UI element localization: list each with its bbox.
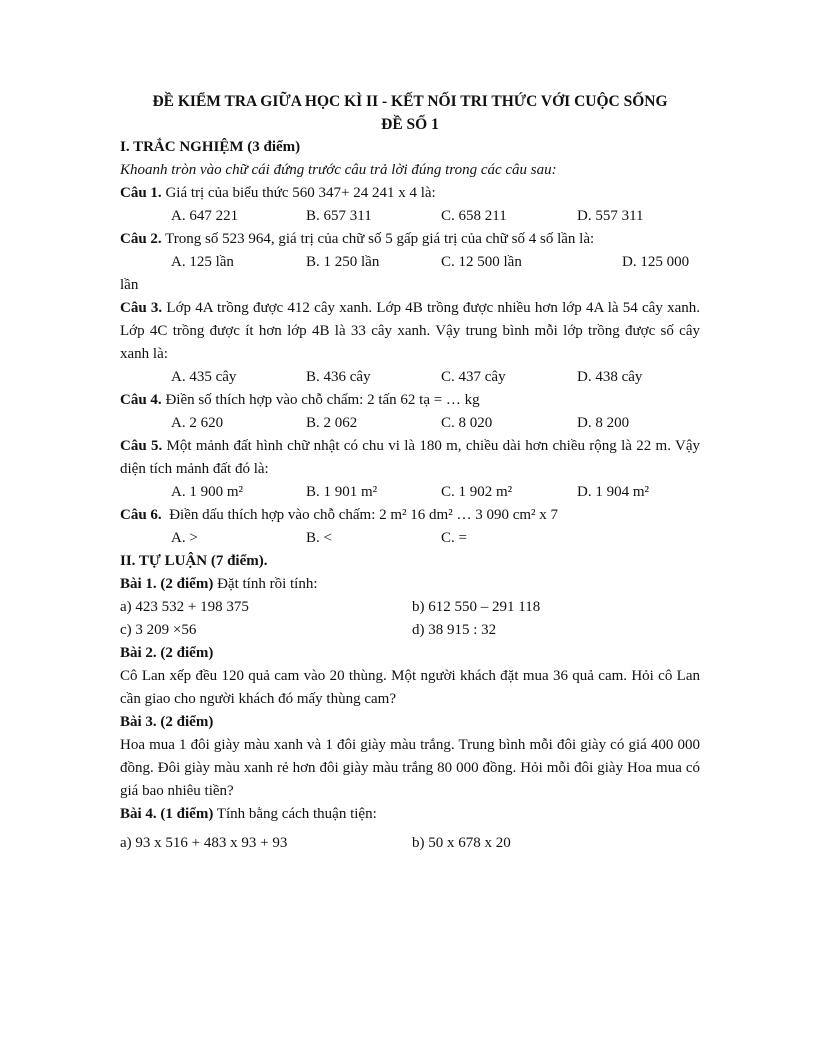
question-5 xyxy=(120,435,700,481)
option-d-wrap: lần xyxy=(120,277,139,293)
item-b: b) 50 x 678 x 20 xyxy=(412,835,511,851)
exercise-2-text: Cô Lan xếp đều 120 quả cam vào 20 thùng. Một người khách đặt mua 36 quả cam. Hỏi cô Lan cần giao cho người khách đó mấy thùng cam? xyxy=(120,668,700,707)
question-text: Giá trị của biểu thức 560 347+ 24 241 x 4 là: xyxy=(161,185,436,201)
document-body xyxy=(120,90,700,855)
item-b: b) 612 550 – 291 118 xyxy=(412,599,541,615)
section-multiple-choice: I. TRẮC NGHIỆM (3 điểm) xyxy=(120,139,301,155)
option-b: B. 1 250 lần xyxy=(306,254,380,270)
question-3 xyxy=(120,297,700,366)
option-d: D. 8 200 xyxy=(577,415,630,431)
option-c: C. 8 020 xyxy=(441,415,493,431)
question-text: Trong số 523 964, giá trị của chữ số 5 gấp giá trị của chữ số 4 số lần là: xyxy=(161,231,595,247)
option-b: B. 436 cây xyxy=(306,369,371,385)
item-a: a) 423 532 + 198 375 xyxy=(120,599,249,615)
question-1-options xyxy=(120,205,700,228)
question-text: Một mảnh đất hình chữ nhật có chu vi là 180 m, chiều dài hơn chiều rộng là 22 m. Vậy diện tích mảnh đất đó là: xyxy=(120,438,700,477)
option-c: C. 658 211 xyxy=(441,208,507,224)
option-c: C. = xyxy=(441,530,467,546)
question-text: Điền dấu thích hợp vào chỗ chấm: 2 m² 16 dm² … 3 090 cm² x 7 xyxy=(161,507,559,523)
exercise-1 xyxy=(120,573,700,596)
section-essay: II. TỰ LUẬN (7 điểm). xyxy=(120,553,268,569)
question-label: Câu 2. xyxy=(120,231,162,247)
option-c: C. 437 cây xyxy=(441,369,506,385)
option-c: C. 12 500 lần xyxy=(441,254,522,270)
option-d: D. 438 cây xyxy=(577,369,643,385)
exercise-4 xyxy=(120,803,700,826)
exercise-4-row xyxy=(120,832,700,855)
question-2-options xyxy=(120,251,700,274)
question-label: Câu 4. xyxy=(120,392,162,408)
option-c: C. 1 902 m² xyxy=(441,484,513,500)
exercise-1-row-1 xyxy=(120,596,700,619)
option-b: B. 657 311 xyxy=(306,208,372,224)
question-5-options xyxy=(120,481,700,504)
option-a: A. 1 900 m² xyxy=(171,484,243,500)
exercise-label: Bài 2. (2 điểm) xyxy=(120,645,214,661)
option-d: D. 1 904 m² xyxy=(577,484,649,500)
option-b: B. 1 901 m² xyxy=(306,484,378,500)
question-text: Điền số thích hợp vào chỗ chấm: 2 tấn 62 tạ = … kg xyxy=(161,392,480,408)
option-a: A. 435 cây xyxy=(171,369,237,385)
exercise-3-text: Hoa mua 1 đôi giày màu xanh và 1 đôi giày màu trắng. Trung bình mỗi đôi giày có giá 400 000 đồng. Đôi giày màu xanh rẻ hơn đôi giày màu trắng 80 000 đồng. Hỏi mỗi đôi giày Hoa mua có giá bao nhiêu tiền? xyxy=(120,737,700,799)
item-a: a) 93 x 516 + 483 x 93 + 93 xyxy=(120,835,288,851)
question-label: Câu 6. xyxy=(120,507,162,523)
question-4 xyxy=(120,389,700,412)
item-d: d) 38 915 : 32 xyxy=(412,622,497,638)
exercise-2 xyxy=(120,642,700,665)
question-label: Câu 5. xyxy=(120,438,163,454)
option-b: B. 2 062 xyxy=(306,415,358,431)
question-1 xyxy=(120,182,700,205)
instruction: Khoanh tròn vào chữ cái đứng trước câu trả lời đúng trong các câu sau: xyxy=(120,162,557,178)
exercise-3 xyxy=(120,711,700,734)
question-4-options xyxy=(120,412,700,435)
question-6-options xyxy=(120,527,700,550)
item-c: c) 3 209 ×56 xyxy=(120,622,197,638)
question-2 xyxy=(120,228,700,251)
option-a: A. 125 lần xyxy=(171,254,234,270)
exercise-text: Đặt tính rồi tính: xyxy=(213,576,318,592)
option-b: B. < xyxy=(306,530,332,546)
exercise-label: Bài 4. (1 điểm) xyxy=(120,806,214,822)
question-label: Câu 1. xyxy=(120,185,162,201)
option-a: A. 2 620 xyxy=(171,415,224,431)
question-3-options xyxy=(120,366,700,389)
option-d: D. 125 000 xyxy=(622,254,690,270)
question-label: Câu 3. xyxy=(120,300,163,316)
title-line-1: ĐỀ KIỂM TRA GIỮA HỌC KÌ II - KẾT NỐI TRI THỨC VỚI CUỘC SỐNG xyxy=(152,93,668,110)
exercise-text: Tính bằng cách thuận tiện: xyxy=(213,806,377,822)
exercise-1-row-2 xyxy=(120,619,700,642)
option-d: D. 557 311 xyxy=(577,208,644,224)
exercise-label: Bài 1. (2 điểm) xyxy=(120,576,214,592)
option-a: A. 647 221 xyxy=(171,208,239,224)
exercise-label: Bài 3. (2 điểm) xyxy=(120,714,214,730)
title-line-2: ĐỀ SỐ 1 xyxy=(381,116,439,133)
question-text: Lớp 4A trồng được 412 cây xanh. Lớp 4B trồng được nhiều hơn lớp 4A là 54 cây xanh. Lớp 4C trồng được ít hơn lớp 4B là 33 cây xanh. Vậy trung bình mỗi lớp trồng được số cây xanh là: xyxy=(120,300,700,362)
option-a: A. > xyxy=(171,530,198,546)
question-6 xyxy=(120,504,700,527)
